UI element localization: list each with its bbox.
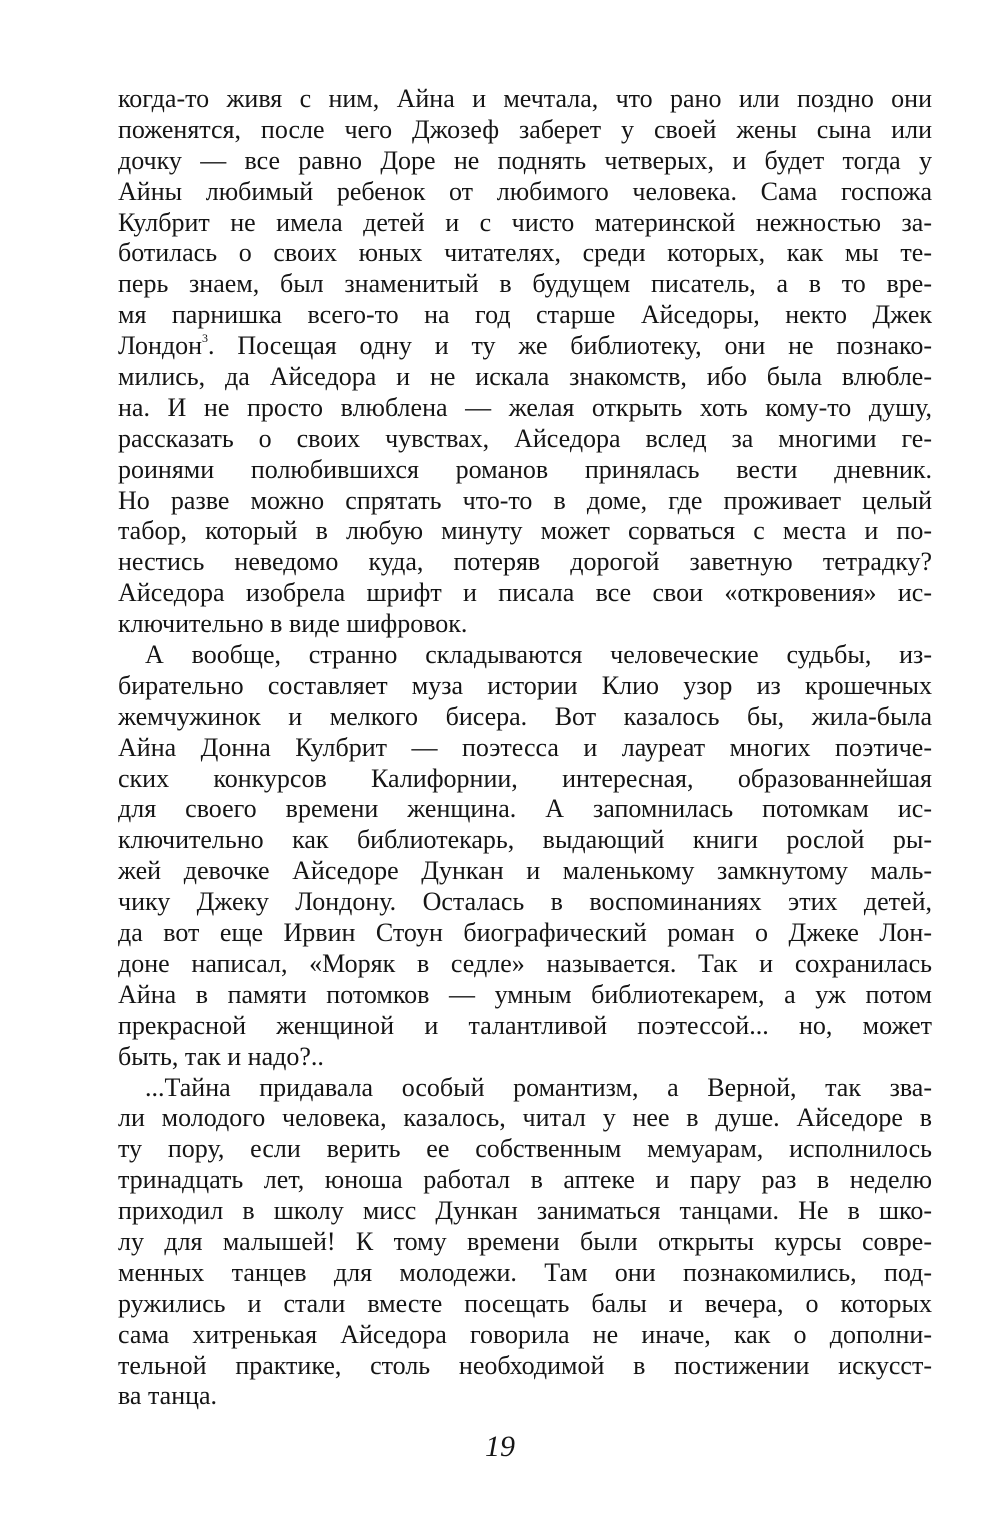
line-text: сама хитренькая Айседора говорила не иначе, как о дополни- bbox=[118, 1319, 932, 1349]
text-line bbox=[118, 84, 932, 115]
line-text bbox=[118, 331, 932, 362]
line-text: менных танцев для молодежи. Там они познакомились, под- bbox=[118, 1257, 932, 1287]
line-text: Айседора изобрела шрифт и писала все свои «откровения» ис- bbox=[118, 578, 932, 608]
text-line bbox=[118, 733, 932, 764]
line-text: чику Джеку Лондону. Осталась в воспоминаниях этих детей, bbox=[118, 887, 932, 917]
line-text: табор, который в любую минуту может сорваться с места и по- bbox=[118, 516, 932, 546]
text-line bbox=[118, 640, 932, 671]
line-text: жей девочке Айседоре Дункан и маленькому замкнутому маль- bbox=[118, 856, 932, 886]
line-text-part: Лондон bbox=[118, 331, 203, 361]
text-line bbox=[118, 547, 932, 578]
line-text: ружились и стали вместе посещать балы и вечера, о которых bbox=[118, 1288, 932, 1318]
line-text-part: . Посещая одну и ту же библиотеку, они не познако- bbox=[208, 331, 932, 361]
text-line bbox=[118, 1011, 932, 1042]
text-line bbox=[118, 1073, 932, 1104]
line-text: доне написал, «Моряк в седле» называется. Так и сохранилась bbox=[118, 948, 932, 978]
line-text: на. И не просто влюблена — желая открыть хоть кому-то душу, bbox=[118, 392, 932, 422]
text-line bbox=[118, 300, 932, 331]
text-line bbox=[118, 177, 932, 208]
text-line bbox=[118, 146, 932, 177]
text-line bbox=[118, 856, 932, 887]
text-line bbox=[118, 393, 932, 424]
page-body-text bbox=[118, 84, 932, 1412]
text-line bbox=[118, 486, 932, 517]
line-text: Айна в памяти потомков — умным библиотекарем, а уж потом bbox=[118, 979, 932, 1009]
text-line bbox=[118, 1381, 932, 1412]
text-line bbox=[118, 455, 932, 486]
text-line bbox=[118, 1165, 932, 1196]
line-text: роинями полюбившихся романов принялась вести дневник. bbox=[118, 454, 932, 484]
line-text: приходил в школу мисс Дункан заниматься танцами. Не в шко- bbox=[118, 1196, 932, 1226]
line-text: перь знаем, был знаменитый в будущем писатель, а в то вре- bbox=[118, 269, 932, 299]
text-line bbox=[118, 918, 932, 949]
text-line bbox=[118, 1134, 932, 1165]
text-line bbox=[118, 1258, 932, 1289]
paragraph bbox=[118, 84, 932, 640]
line-text: ботилась о своих юных читателях, среди которых, как мы те- bbox=[118, 238, 932, 268]
text-line bbox=[118, 208, 932, 239]
line-text: ключительно как библиотекарь, выдающий книги рослой ры- bbox=[118, 825, 932, 855]
line-text: дочку — все равно Доре не поднять четверых, и будет тогда у bbox=[118, 145, 932, 175]
line-text: рассказать о своих чувствах, Айседора вслед за многими ге- bbox=[118, 423, 932, 453]
page-number: 19 bbox=[485, 1430, 515, 1463]
line-text: ли молодого человека, казалось, читал у нее в душе. Айседоре в bbox=[118, 1103, 932, 1133]
line-text: для своего времени женщина. А запомнилась потомкам ис- bbox=[118, 794, 932, 824]
line-text: А вообще, странно складываются человеческие судьбы, из- bbox=[145, 640, 932, 670]
text-line bbox=[118, 949, 932, 980]
text-line bbox=[118, 1320, 932, 1351]
line-text: лу для малышей! К тому времени были открыты курсы совре- bbox=[118, 1226, 932, 1256]
text-line bbox=[118, 1103, 932, 1134]
text-line bbox=[118, 1351, 932, 1382]
text-line bbox=[118, 1227, 932, 1258]
line-text: поженятся, после чего Джозеф заберет у своей жены сына или bbox=[118, 114, 932, 144]
line-text: прекрасной женщиной и талантливой поэтессой... но, может bbox=[118, 1010, 932, 1040]
line-text: Но разве можно спрятать что-то в доме, где проживает целый bbox=[118, 485, 932, 515]
text-line bbox=[118, 702, 932, 733]
text-line bbox=[118, 1289, 932, 1320]
text-line bbox=[118, 1042, 932, 1073]
text-line bbox=[118, 671, 932, 702]
text-line bbox=[118, 578, 932, 609]
text-line bbox=[118, 887, 932, 918]
line-text: Кулбрит не имела детей и с чисто материнской нежностью за- bbox=[118, 207, 932, 237]
line-text: тельной практике, столь необходимой в постижении искусст- bbox=[118, 1350, 932, 1380]
line-text: ту пору, если верить ее собственным мемуарам, исполнилось bbox=[118, 1134, 932, 1164]
line-text: ва танца. bbox=[118, 1381, 218, 1411]
text-line bbox=[118, 331, 932, 362]
line-text: бирательно составляет муза истории Клио узор из крошечных bbox=[118, 670, 932, 700]
text-line bbox=[118, 825, 932, 856]
footnote-marker[interactable]: 3 bbox=[202, 331, 209, 346]
paragraph bbox=[118, 1073, 932, 1413]
text-line bbox=[118, 424, 932, 455]
line-text: нестись неведомо куда, потеряв дорогой заветную тетрадку? bbox=[118, 547, 932, 577]
paragraph bbox=[118, 640, 932, 1072]
text-line bbox=[118, 764, 932, 795]
line-text: ...Тайна придавала особый романтизм, а Верной, так зва- bbox=[145, 1072, 932, 1102]
text-line bbox=[118, 516, 932, 547]
line-text: быть, так и надо?.. bbox=[118, 1041, 324, 1071]
text-line bbox=[118, 609, 932, 640]
line-text: тринадцать лет, юноша работал в аптеке и пару раз в неделю bbox=[118, 1165, 932, 1195]
text-line bbox=[118, 238, 932, 269]
text-line bbox=[118, 269, 932, 300]
line-text: Айны любимый ребенок от любимого человека. Сама госпожа bbox=[118, 176, 932, 206]
line-text: мя парнишка всего-то на год старше Айседоры, некто Джек bbox=[118, 300, 932, 330]
line-text: ключительно в виде шифровок. bbox=[118, 609, 468, 639]
line-text: жемчужинок и мелкого бисера. Вот казалось бы, жила-была bbox=[118, 701, 932, 731]
text-line bbox=[118, 115, 932, 146]
text-line bbox=[118, 794, 932, 825]
line-text: да вот еще Ирвин Стоун биографический роман о Джеке Лон- bbox=[118, 918, 932, 948]
line-text: мились, да Айседора и не искала знакомств, ибо была влюбле- bbox=[118, 362, 932, 392]
text-line bbox=[118, 980, 932, 1011]
line-text: когда-то живя с ним, Айна и мечтала, что рано или поздно они bbox=[118, 84, 932, 113]
line-text: Айна Донна Кулбрит — поэтесса и лауреат многих поэтиче- bbox=[118, 732, 932, 762]
text-line bbox=[118, 1196, 932, 1227]
line-text: ских конкурсов Калифорнии, интересная, образованнейшая bbox=[118, 763, 932, 793]
text-line bbox=[118, 362, 932, 393]
